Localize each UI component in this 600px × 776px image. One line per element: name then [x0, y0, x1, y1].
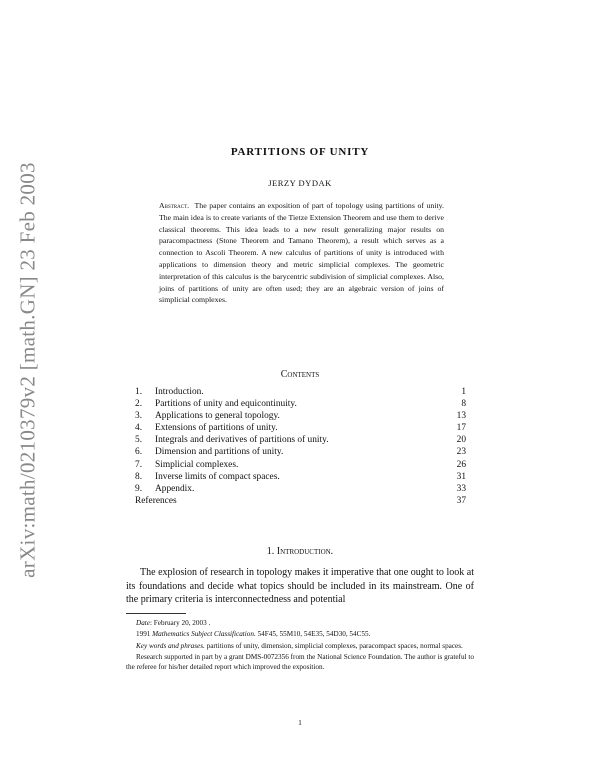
- author-name: JERZY DYDAK: [268, 178, 332, 188]
- toc-page: 31: [456, 471, 466, 482]
- footnote-keywords: [126, 641, 474, 651]
- toc-title: Inverse limits of compact spaces.: [155, 471, 280, 482]
- toc-entry[interactable]: [135, 446, 466, 458]
- footnote-support: Research supported in part by a grant DMS-0072356 from the National Science Foundation. The author is grateful to the referee for his/her detailed report which improved the exposition.: [126, 652, 474, 672]
- footnotes: [126, 613, 474, 673]
- toc-title: Integrals and derivatives of partitions of unity.: [155, 435, 329, 446]
- toc-number: 1.: [135, 387, 143, 397]
- toc-page: 1: [461, 387, 466, 397]
- abstract-text: The paper contains an exposition of part of topology using partitions of unity. The main idea is to create variants of the Tietze Extension Theorem and use them to derive classical theorems. This idea leads to a new result generalizing major results on paracompactness (Stone Theorem and Tamano Theorem), a result which serves as a connection to Ascoli Theorem. A new calculus of partitions of unity is introduced with applications to dimension theory and metric simplicial complexes. The geometric interpretation of this calculus is the barycentric subdivision of simplicial complexes. Also, joins of partitions of unity are often used; they are an algebraic version of joins of simplicial complexes.: [159, 201, 444, 305]
- toc-title: Introduction.: [155, 387, 204, 397]
- toc-entry[interactable]: [135, 483, 466, 495]
- toc-number: 3.: [135, 411, 143, 422]
- toc-page: 37: [456, 495, 466, 506]
- contents-heading: Contents: [280, 369, 320, 380]
- toc-title: Extensions of partitions of unity.: [155, 423, 278, 434]
- toc-number: 9.: [135, 483, 143, 494]
- toc-entry[interactable]: [135, 459, 466, 471]
- toc-entry[interactable]: [135, 410, 466, 422]
- msc-prefix: 1991: [136, 630, 153, 639]
- toc-entry[interactable]: [135, 422, 466, 434]
- table-of-contents: [135, 386, 466, 507]
- date-label: Date: [136, 619, 150, 627]
- toc-page: 8: [461, 399, 466, 410]
- keywords-value: partitions of unity, dimension, simplicial complexes, paracompact spaces, normal spaces.: [204, 641, 463, 650]
- toc-number: 4.: [135, 423, 143, 434]
- toc-page: 33: [456, 483, 466, 494]
- toc-entry[interactable]: [135, 398, 466, 410]
- body-paragraph: The explosion of research in topology makes it imperative that one ought to look at its foundations and decide what topics should be included in its mainstream. One of the primary criteria is interconnectedness and potential: [126, 567, 474, 605]
- page-number: 1: [298, 718, 302, 727]
- toc-entry[interactable]: [135, 471, 466, 483]
- toc-number: 2.: [135, 399, 143, 410]
- footnote-rule: [126, 613, 186, 614]
- body-text: [126, 566, 474, 607]
- toc-title: References: [135, 495, 177, 506]
- toc-title: Appendix.: [155, 483, 195, 494]
- abstract: [159, 200, 444, 306]
- toc-number: 7.: [135, 459, 143, 470]
- date-value: : February 20, 2003 .: [149, 619, 211, 627]
- msc-label: Mathematics Subject Classification.: [152, 630, 256, 639]
- abstract-label: Abstract.: [159, 201, 190, 210]
- toc-page: 23: [456, 447, 466, 458]
- toc-title: Applications to general topology.: [155, 411, 280, 422]
- section-heading: [0, 546, 600, 557]
- section-title: Introduction.: [276, 546, 334, 557]
- footnote-date: [126, 618, 474, 628]
- section-number: 1.: [266, 546, 275, 557]
- toc-title: Partitions of unity and equicontinuity.: [155, 399, 297, 410]
- toc-page: 26: [456, 459, 466, 470]
- keywords-label: Key words and phrases.: [136, 641, 205, 650]
- toc-number: 5.: [135, 435, 143, 446]
- paper-title: PARTITIONS OF UNITY: [230, 146, 370, 158]
- arxiv-identifier-text: arXiv:math/0210379v2 [math.GN] 23 Feb 2003: [15, 162, 40, 578]
- toc-page: 13: [456, 411, 466, 422]
- toc-number: 6.: [135, 447, 143, 458]
- toc-number: 8.: [135, 471, 143, 482]
- footnote-msc: [126, 629, 474, 639]
- toc-entry[interactable]: [135, 434, 466, 446]
- toc-page: 17: [456, 423, 466, 434]
- toc-entry[interactable]: [135, 386, 466, 398]
- toc-title: Dimension and partitions of unity.: [155, 447, 284, 458]
- toc-title: Simplicial complexes.: [155, 459, 239, 470]
- msc-value: 54F45, 55M10, 54E35, 54D30, 54C55.: [255, 630, 371, 639]
- toc-page: 20: [456, 435, 466, 446]
- toc-entry-references[interactable]: [135, 495, 466, 507]
